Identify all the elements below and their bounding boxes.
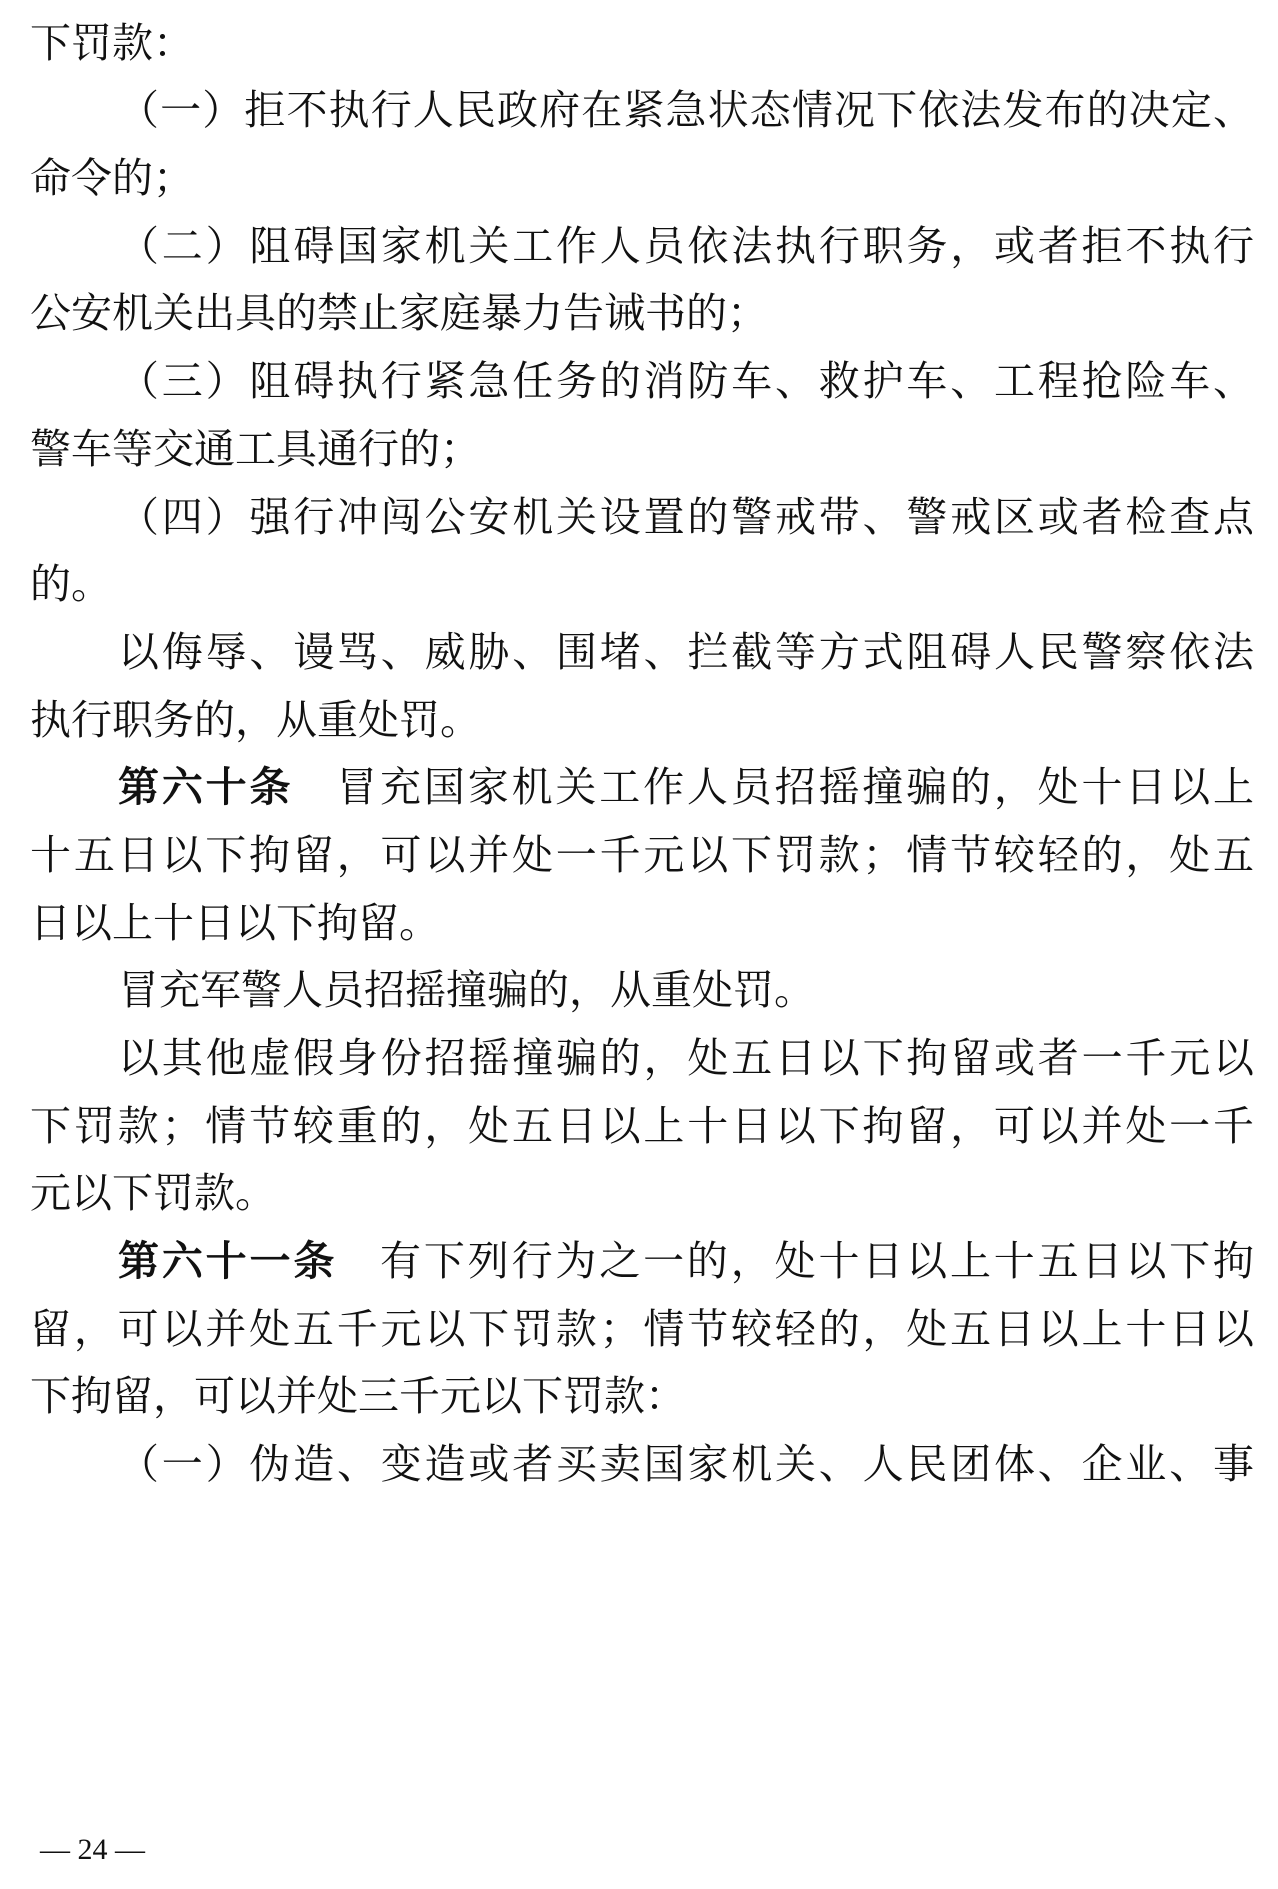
- text-line: 下拘留，可以并处三千元以下罚款：: [30, 1372, 686, 1420]
- text-line: 冒充国家机关工作人员招摇撞骗的，处十日以上: [333, 763, 1254, 811]
- article-60-first-line: [30, 757, 1254, 817]
- text-line: 十五日以下拘留，可以并处一千元以下罚款；情节较轻的，处五: [30, 831, 1254, 879]
- text-line: 冒充军警人员招摇撞骗的，从重处罚。: [118, 966, 815, 1014]
- text-line: （二）阻碍国家机关工作人员依法执行职务，或者拒不执行: [118, 222, 1254, 270]
- text-line: （四）强行冲闯公安机关设置的警戒带、警戒区或者检查点: [118, 493, 1254, 541]
- text-line: 元以下罚款。: [30, 1169, 276, 1217]
- text-line: 命令的；: [30, 154, 194, 202]
- text-line: 的。: [30, 560, 112, 608]
- text-line: 有下列行为之一的，处十日以上十五日以下拘: [377, 1237, 1254, 1285]
- document-page: [30, 0, 1254, 1889]
- article-61-heading: 第六十一条: [118, 1237, 338, 1285]
- article-61-first-line: [30, 1231, 1254, 1291]
- text-line: （三）阻碍执行紧急任务的消防车、救护车、工程抢险车、: [118, 357, 1254, 405]
- text-line: 执行职务的，从重处罚。: [30, 696, 481, 744]
- text-line: 下罚款；情节较重的，处五日以上十日以下拘留，可以并处一千: [30, 1102, 1254, 1150]
- text-line: 以侮辱、谩骂、威胁、围堵、拦截等方式阻碍人民警察依法: [118, 628, 1254, 676]
- page-number: — 24 —: [40, 1833, 145, 1866]
- text-line: 警车等交通工具通行的；: [30, 425, 481, 473]
- text-line: （一）伪造、变造或者买卖国家机关、人民团体、企业、事: [118, 1440, 1254, 1488]
- text-line: （一）拒不执行人民政府在紧急状态情况下依法发布的决定、: [118, 86, 1254, 134]
- text-line: 日以上十日以下拘留。: [30, 899, 440, 947]
- text-line: 公安机关出具的禁止家庭暴力告诫书的；: [30, 289, 768, 337]
- text-line: 留，可以并处五千元以下罚款；情节较轻的，处五日以上十日以: [30, 1305, 1254, 1353]
- article-60-heading: 第六十条: [118, 763, 294, 811]
- text-line: 以其他虚假身份招摇撞骗的，处五日以下拘留或者一千元以: [118, 1034, 1254, 1082]
- text-line: 下罚款：: [30, 19, 194, 67]
